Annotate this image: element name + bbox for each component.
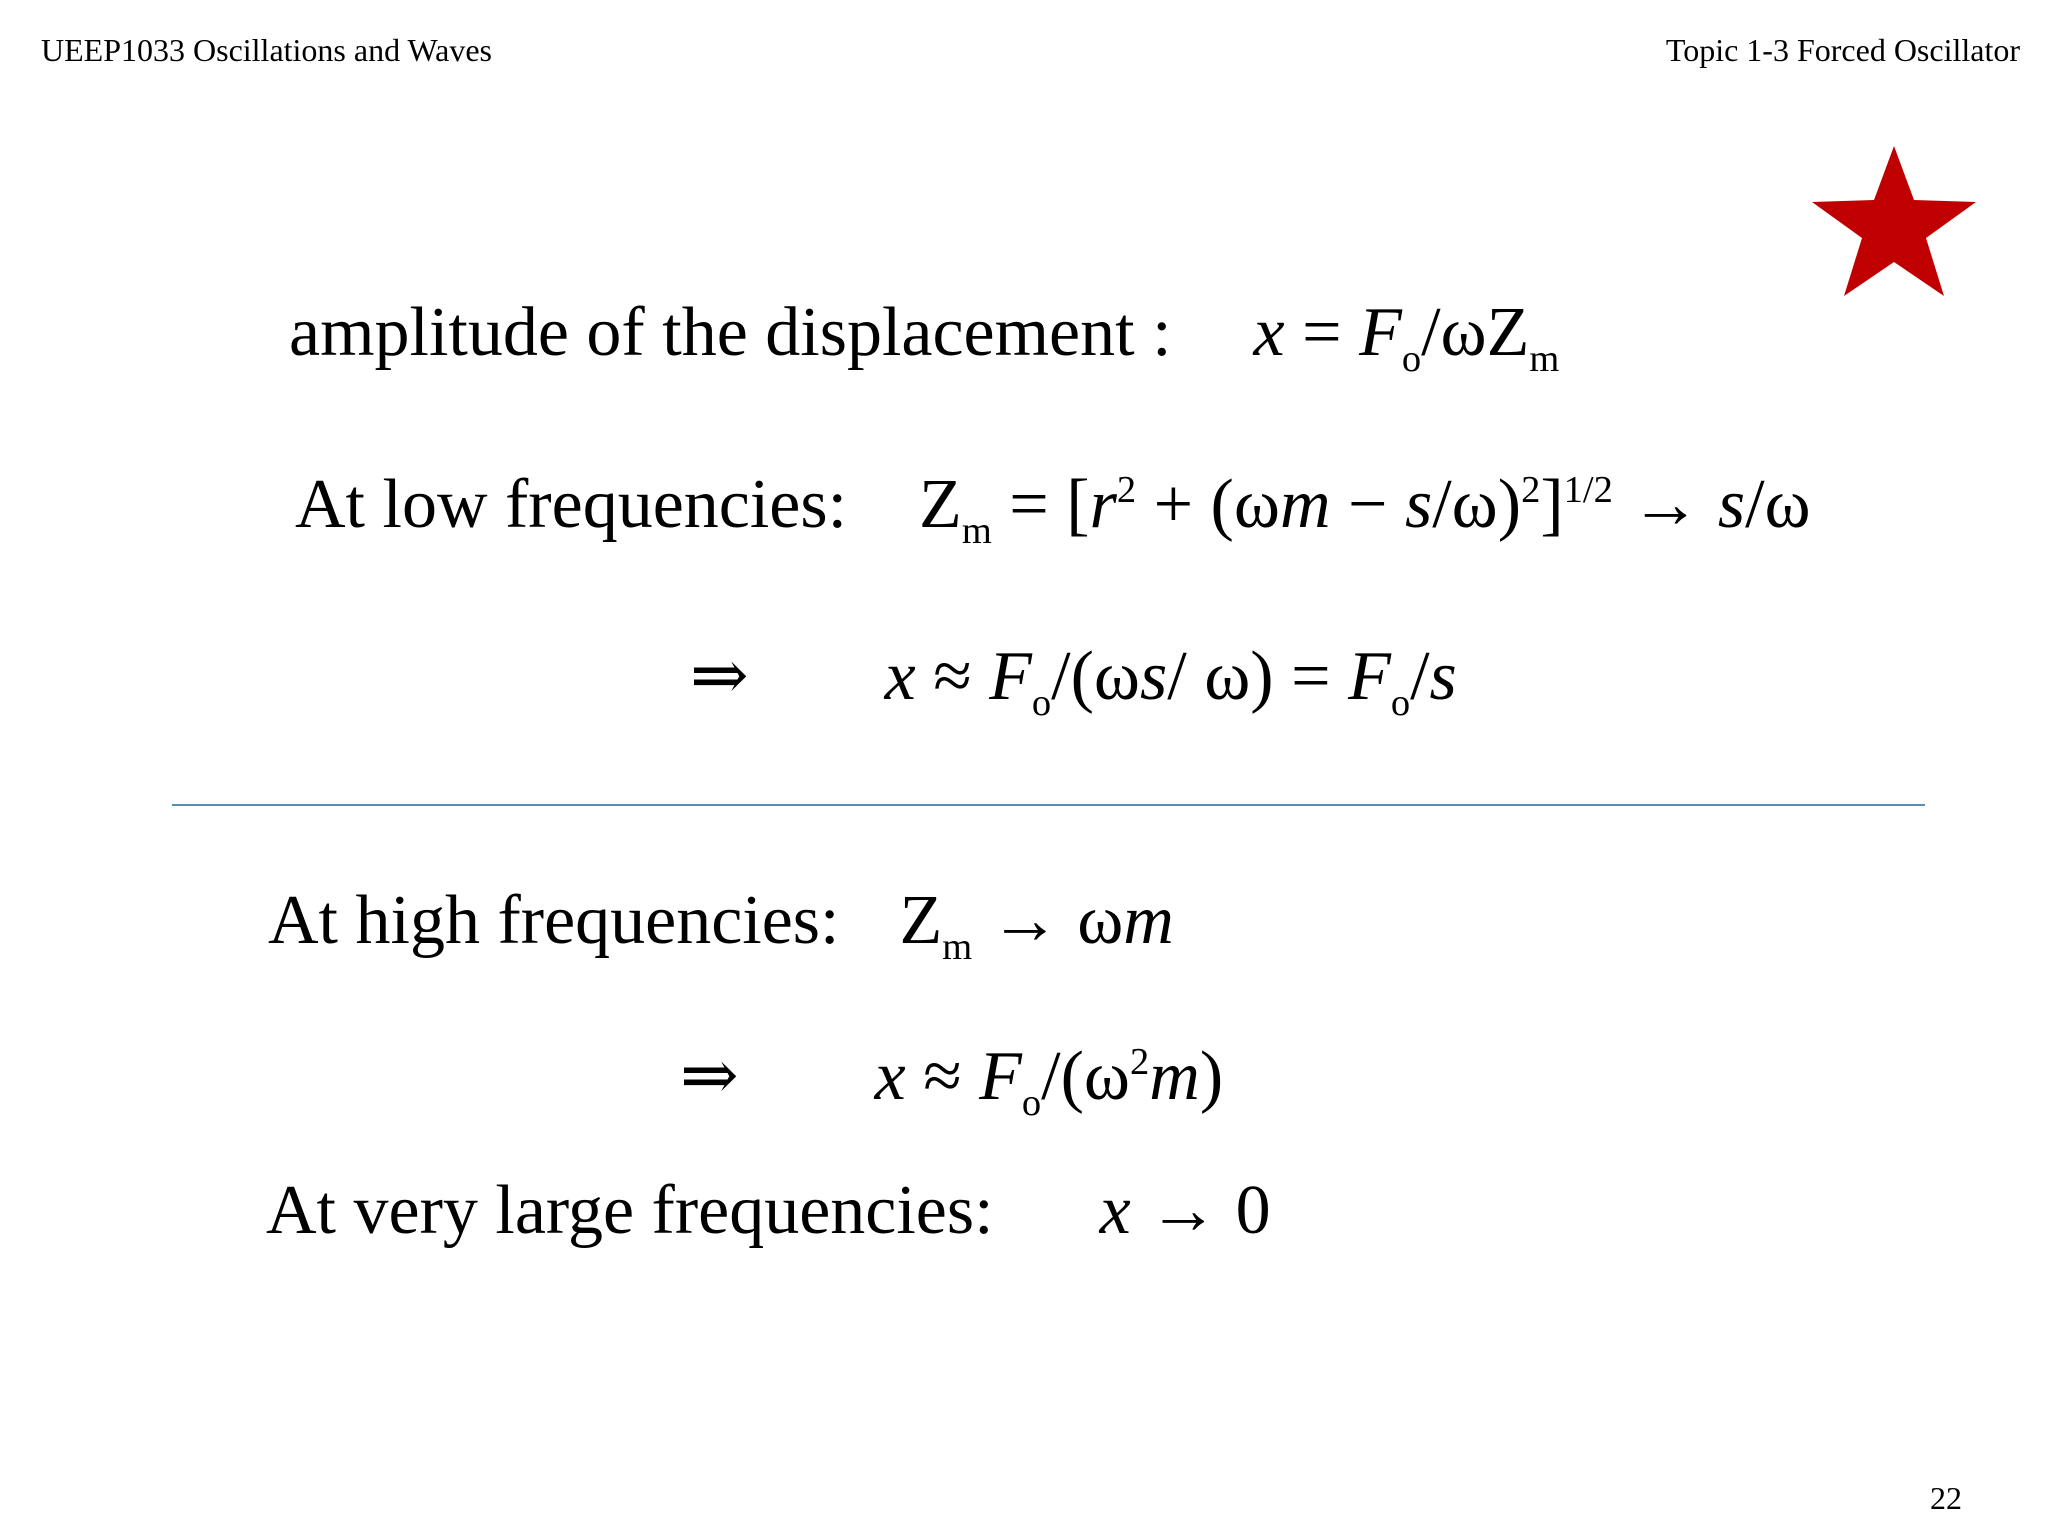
very-large-frequency-result: x → 0 [1099,1172,1271,1249]
high-frequency-label: At high frequencies: [268,882,840,959]
amplitude-equation [289,294,1560,381]
page-number: 22 [1930,1480,1962,1516]
low-frequency-impedance [295,466,1811,553]
implies-symbol: ⇒ [690,638,749,715]
header-course-title: UEEP1033 Oscillations and Waves [41,32,492,68]
header-topic-title: Topic 1-3 Forced Oscillator [1665,32,2020,68]
low-frequency-result: $x \approx F_o/(\omega s/$ $\omega) = F_o/s$ [884,638,1457,725]
high-frequency-result: $x \approx F_o/(\omega^2m)$ [874,1038,1224,1125]
low-frequency-displacement [690,638,1457,725]
high-frequency-impedance [268,882,1174,969]
low-frequency-label: At low frequencies: [295,466,848,543]
amplitude-label: amplitude of the displacement : [289,294,1172,371]
star-icon [1804,144,1984,300]
amplitude-formula: $x = F_o/\omega Z_m$ [1253,294,1560,381]
low-frequency-formula: $Z_m = [r^2 + (\omega m - s/\omega)^2]^{1/2} \to s/\omega$ [919,466,1811,553]
high-frequency-displacement [680,1038,1224,1125]
implies-symbol: ⇒ [680,1038,739,1115]
very-large-frequency-label: At very large frequencies: [266,1172,994,1249]
section-divider [172,804,1925,806]
high-frequency-formula: $Z_m \to \omega m$ [899,882,1174,969]
very-large-frequency-displacement [266,1172,1271,1249]
